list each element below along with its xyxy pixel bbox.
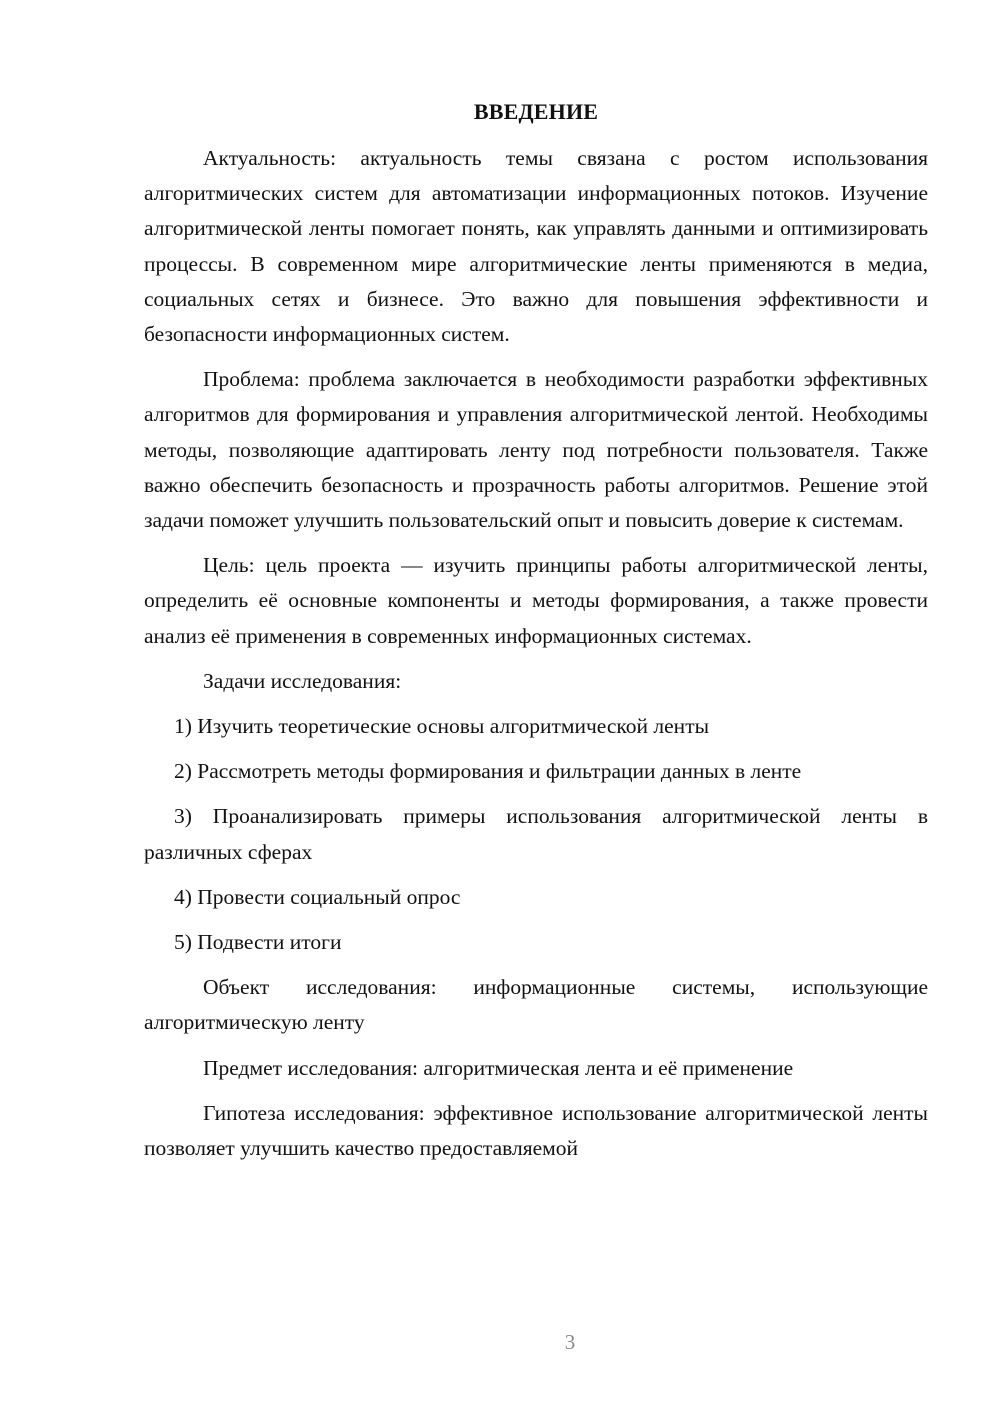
task-item-5: 5) Подвести итоги — [174, 930, 342, 955]
hypothesis-paragraph: Гипотеза исследования: эффективное использование алгоритмической ленты позволяет улучшить качество предоставляемой — [144, 1100, 928, 1161]
section-heading: ВВЕДЕНИЕ — [473, 99, 599, 124]
page-content — [144, 94, 928, 1176]
object-paragraph: Объект исследования: информационные системы, использующие алгоритмическую ленту — [144, 975, 928, 1035]
relevance-paragraph: Актуальность: актуальность темы связана с ростом использования алгоритмических систем для автоматизации информационных потоков. Изучение алгоритмической ленты помогает понять, как управлять данными и оптимизировать процессы. В современном мире алгоритмические ленты применяются в медиа, социальных сетях и бизнесе. Это важно для повышения эффективности и безопасности информационных систем. — [144, 146, 928, 347]
task-item-2: 2) Рассмотреть методы формирования и фильтрации данных в ленте — [174, 759, 802, 784]
task-item-4: 4) Провести социальный опрос — [174, 884, 461, 909]
problem-paragraph: Проблема: проблема заключается в необходимости разработки эффективных алгоритмов для формирования и управления алгоритмической лентой. Необходимы методы, позволяющие адаптировать ленту под потребности пользователя. Также важно обеспечить безопасность и прозрачность работы алгоритмов. Решение этой задачи поможет улучшить пользовательский опыт и повысить доверие к системам. — [144, 367, 928, 533]
tasks-heading: Задачи исследования: — [203, 668, 402, 693]
goal-paragraph: Цель: цель проекта — изучить принципы работы алгоритмической ленты, определить её основные компоненты и методы формирования, а также провести анализ её применения в современных информационных системах. — [144, 553, 928, 648]
task-item-1: 1) Изучить теоретические основы алгоритмической ленты — [174, 714, 710, 739]
task-item-3: 3) Проанализировать примеры использования алгоритмической ленты в различных сферах — [144, 804, 928, 864]
subject-paragraph: Предмет исследования: алгоритмическая лента и её применение — [203, 1055, 794, 1080]
page-number: 3 — [564, 1330, 576, 1354]
